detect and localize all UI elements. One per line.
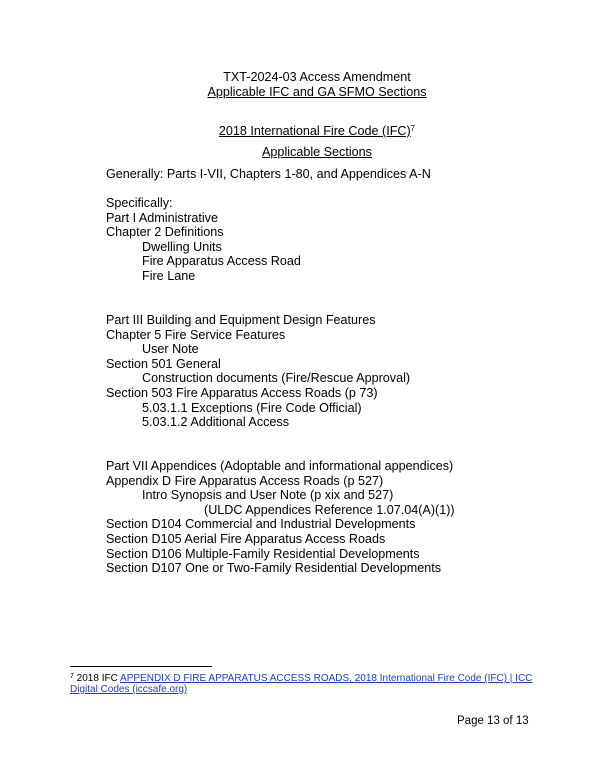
definition-item: Fire Apparatus Access Road <box>142 254 301 269</box>
sections-heading: Applicable Sections <box>262 145 372 159</box>
uldc-reference-line: (ULDC Appendices Reference 1.07.04(A)(1)) <box>204 502 455 517</box>
footnote-number: 7 <box>70 673 74 680</box>
definition-item: Fire Lane <box>142 269 196 283</box>
section-d105-line: Section D105 Aerial Fire Apparatus Access Roads <box>106 532 386 546</box>
additional-access-line: 5.03.1.2 Additional Access <box>142 415 290 430</box>
footnote-reference: 7 <box>410 124 416 133</box>
section-d104-line: Section D104 Commercial and Industrial Developments <box>106 517 416 532</box>
part-vii-line: Part VII Appendices (Adoptable and informational appendices) <box>106 459 454 473</box>
user-note-line: User Note <box>142 342 199 357</box>
part-i-line: Part I Administrative <box>106 210 218 225</box>
chapter-2-line: Chapter 2 Definitions <box>106 225 224 240</box>
document-subtitle: Applicable IFC and GA SFMO Sections <box>207 85 427 99</box>
section-501-line: Section 501 General <box>106 356 221 371</box>
footnote-link-line1[interactable]: APPENDIX D FIRE APPARATUS ACCESS ROADS, 2018 International Fire Code (IFC) | ICC <box>120 673 533 684</box>
page-number: Page 13 of 13 <box>457 715 529 727</box>
section-d107-line: Section D107 One or Two-Family Residential Developments <box>106 561 442 576</box>
footnote-prefix: 2018 IFC <box>73 673 121 684</box>
appendix-d-line: Appendix D Fire Apparatus Access Roads (p 527) <box>106 473 384 488</box>
document-title: TXT-2024-03 Access Amendment <box>223 70 411 84</box>
section-503-line: Section 503 Fire Apparatus Access Roads (p 73) <box>106 386 378 400</box>
generally-line: Generally: Parts I-VII, Chapters 1-80, and Appendices A-N <box>106 167 431 181</box>
code-heading: 2018 International Fire Code (IFC) <box>218 124 411 138</box>
footnote-divider <box>70 666 212 667</box>
intro-synopsis-line: Intro Synopsis and User Note (p xix and 527) <box>142 488 394 503</box>
definition-item: Dwelling Units <box>142 239 222 254</box>
specifically-label: Specifically: <box>106 196 173 210</box>
footnote-link-line2[interactable]: Digital Codes (iccsafe.org) <box>70 684 188 695</box>
part-iii-line: Part III Building and Equipment Design Features <box>106 313 376 327</box>
section-d106-line: Section D106 Multiple-Family Residential Developments <box>106 546 420 561</box>
exceptions-line: 5.03.1.1 Exceptions (Fire Code Official) <box>142 400 362 415</box>
construction-documents-line: Construction documents (Fire/Rescue Approval) <box>142 371 411 386</box>
chapter-5-line: Chapter 5 Fire Service Features <box>106 327 286 342</box>
